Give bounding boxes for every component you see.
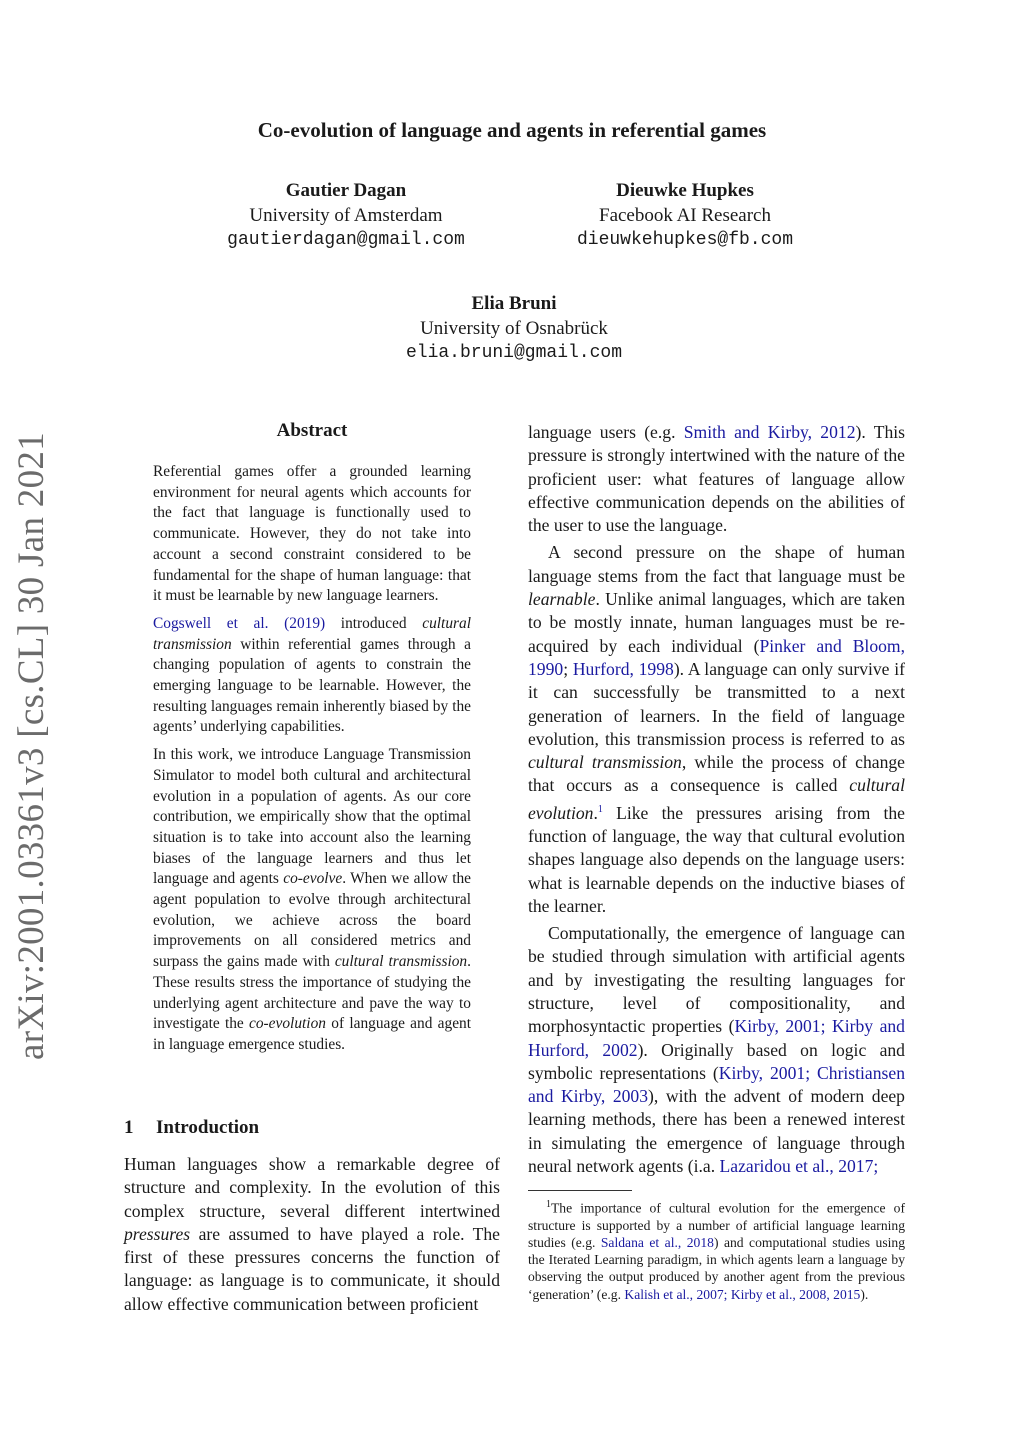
citation-link[interactable]: Cogswell et al. (2019) <box>153 614 326 632</box>
emphasis: co-evolution <box>249 1015 326 1033</box>
text-run: of language and agent in language emergence studies. <box>153 1015 471 1053</box>
citation-link[interactable]: Lazaridou et al., 2017; <box>719 1156 879 1177</box>
section-heading <box>124 1117 259 1139</box>
emphasis: cultural evolution <box>528 775 905 823</box>
arxiv-stamp: arXiv:2001.03361v3 [cs.CL] 30 Jan 2021 <box>11 432 52 1060</box>
text-run: within referential games through a changing population of agents to constrain the emerging language to be learnable. However, the resulting languages remain inherently biased by the agents’ underlying capabilities. <box>153 635 471 736</box>
abstract-paragraph <box>153 745 471 1056</box>
author-affiliation: University of Osnabrück <box>420 318 608 339</box>
text-run: Human languages show a remarkable degree of structure and complexity. In the evolution of this complex structure, several different intertwined <box>124 1154 500 1221</box>
author-affiliation: University of Amsterdam <box>249 205 443 226</box>
citation-link[interactable]: Kirby, 2001; Kirby and Hurford, 2002 <box>528 1016 905 1060</box>
text-run: In this work, we introduce Language Transmission Simulator to model both cultural and architectural evolution in a population of agents. As our core contribution, we empirically show that the optimal situation is to take into account also the learning biases of the language learners and thus let language and agents <box>153 746 471 888</box>
abstract-body <box>153 462 471 1063</box>
text-run: . When we allow the agent population to evolve through architectural evolution, we achieve across the board improvements on all considered metrics and surpass the gains made with <box>153 870 471 971</box>
citation-link[interactable]: Saldana et al., 2018 <box>600 1234 714 1250</box>
section-number: 1 <box>124 1117 134 1138</box>
footnote-text <box>528 1196 905 1303</box>
emphasis: cultural transmission <box>153 614 471 653</box>
text-run: Computationally, the emergence of language can be studied through simulation with artificial agents and by investigating the resulting languages for structure, level of compositionality, and morphosyntactic properties ( <box>528 923 905 1037</box>
citation-link[interactable]: Kalish et al., 2007; Kirby et al., 2008, 2015 <box>624 1286 861 1302</box>
text-run: ; <box>563 658 573 679</box>
text-run: The importance of cultural evolution for the emergence of structure is supported by a number of artificial language learning studies (e.g. <box>528 1200 905 1250</box>
emphasis: learnable <box>528 589 596 610</box>
text-run: ). This pressure is strongly intertwined with the nature of the proficient user: what features of language allow effective communication depends on the abilities of the user to use the language. <box>528 422 905 536</box>
citation-link[interactable]: Pinker and Bloom, 1990 <box>528 635 905 679</box>
text-run: . <box>593 802 598 823</box>
right-column <box>528 421 905 1182</box>
body-paragraph <box>528 541 905 918</box>
author-block-1 <box>166 178 526 253</box>
body-paragraph <box>528 421 905 537</box>
emphasis: cultural transmission <box>334 953 468 971</box>
text-run: ) and computational studies using the Iterated Learning paradigm, in which agents learn a language by observing the output produced by another agent from the previous ‘generation’ (e.g. <box>528 1234 905 1302</box>
citation-link[interactable]: Hurford, 1998 <box>572 658 674 679</box>
text-run: ), with the advent of modern deep learning methods, there has been a renewed interest in simulating the emergence of language through neural network agents (i.a. <box>528 1086 905 1177</box>
text-run: are assumed to have played a role. The first of these pressures concerns the function of language: as language is to communicate, it should allow effective communication between proficient <box>124 1223 500 1314</box>
intro-paragraph <box>124 1153 500 1316</box>
author-email[interactable]: dieuwkehupkes@fb.com <box>576 230 794 250</box>
text-run: introduced <box>325 614 423 632</box>
text-run: ). A language can only survive if it can successfully be transmitted to a next generation of learners. In the field of language evolution, this transmission process is referred to as <box>528 658 905 749</box>
footnote-marker[interactable]: 1 <box>597 803 603 815</box>
author-name: Gautier Dagan <box>285 180 407 201</box>
footnote <box>528 1196 905 1303</box>
citation-link[interactable]: Smith and Kirby, 2012 <box>683 422 856 442</box>
body-paragraph <box>528 922 905 1178</box>
paper-title: Co-evolution of language and agents in referential games <box>257 118 767 142</box>
author-name: Elia Bruni <box>471 293 557 314</box>
section-title: Introduction <box>156 1117 260 1138</box>
footnote-rule <box>528 1190 632 1191</box>
text-run: ). Originally based on logic and symbolic representations ( <box>528 1039 905 1083</box>
text-run: . These results stress the importance of studying the underlying agent architecture and pave the way to investigate the <box>153 953 471 1033</box>
emphasis: pressures <box>124 1223 191 1244</box>
abstract-heading: Abstract <box>276 420 348 441</box>
text-run: A second pressure on the shape of human language stems from the fact that language must be <box>528 542 905 586</box>
emphasis: co-evolve <box>283 870 343 888</box>
emphasis: cultural transmission <box>528 752 682 773</box>
author-affiliation: Facebook AI Research <box>599 205 771 226</box>
text-run: . Unlike animal languages, which are taken to be mostly innate, human languages must be re-acquired by each individual ( <box>528 589 905 656</box>
text-run: , while the process of change that occurs as a consequence is called <box>528 752 905 796</box>
text-run: Like the pressures arising from the function of language, the way that cultural evolution shapes language also depends on the language users: what is learnable depends on the inductive biases of the learner. <box>528 802 905 916</box>
abstract-paragraph <box>153 614 471 738</box>
text-run: ). <box>860 1286 869 1302</box>
footnote-number: 1 <box>546 1199 551 1210</box>
author-block-2 <box>505 178 865 253</box>
author-block-3 <box>334 291 694 366</box>
author-name: Dieuwke Hupkes <box>616 180 754 201</box>
citation-link[interactable]: Kirby, 2001; Christiansen and Kirby, 2003 <box>528 1062 905 1107</box>
text-run: language users (e.g. <box>528 422 684 442</box>
author-email[interactable]: elia.bruni@gmail.com <box>405 343 623 363</box>
intro-body <box>124 1153 500 1316</box>
abstract-paragraph: Referential games offer a grounded learning environment for neural agents which accounts for the fact that language is functionally used to communicate. However, they do not take into account a second constraint considered to be fundamental for the shape of human language: that it must be learnable by new language learners. <box>153 463 471 605</box>
author-email[interactable]: gautierdagan@gmail.com <box>227 230 465 250</box>
